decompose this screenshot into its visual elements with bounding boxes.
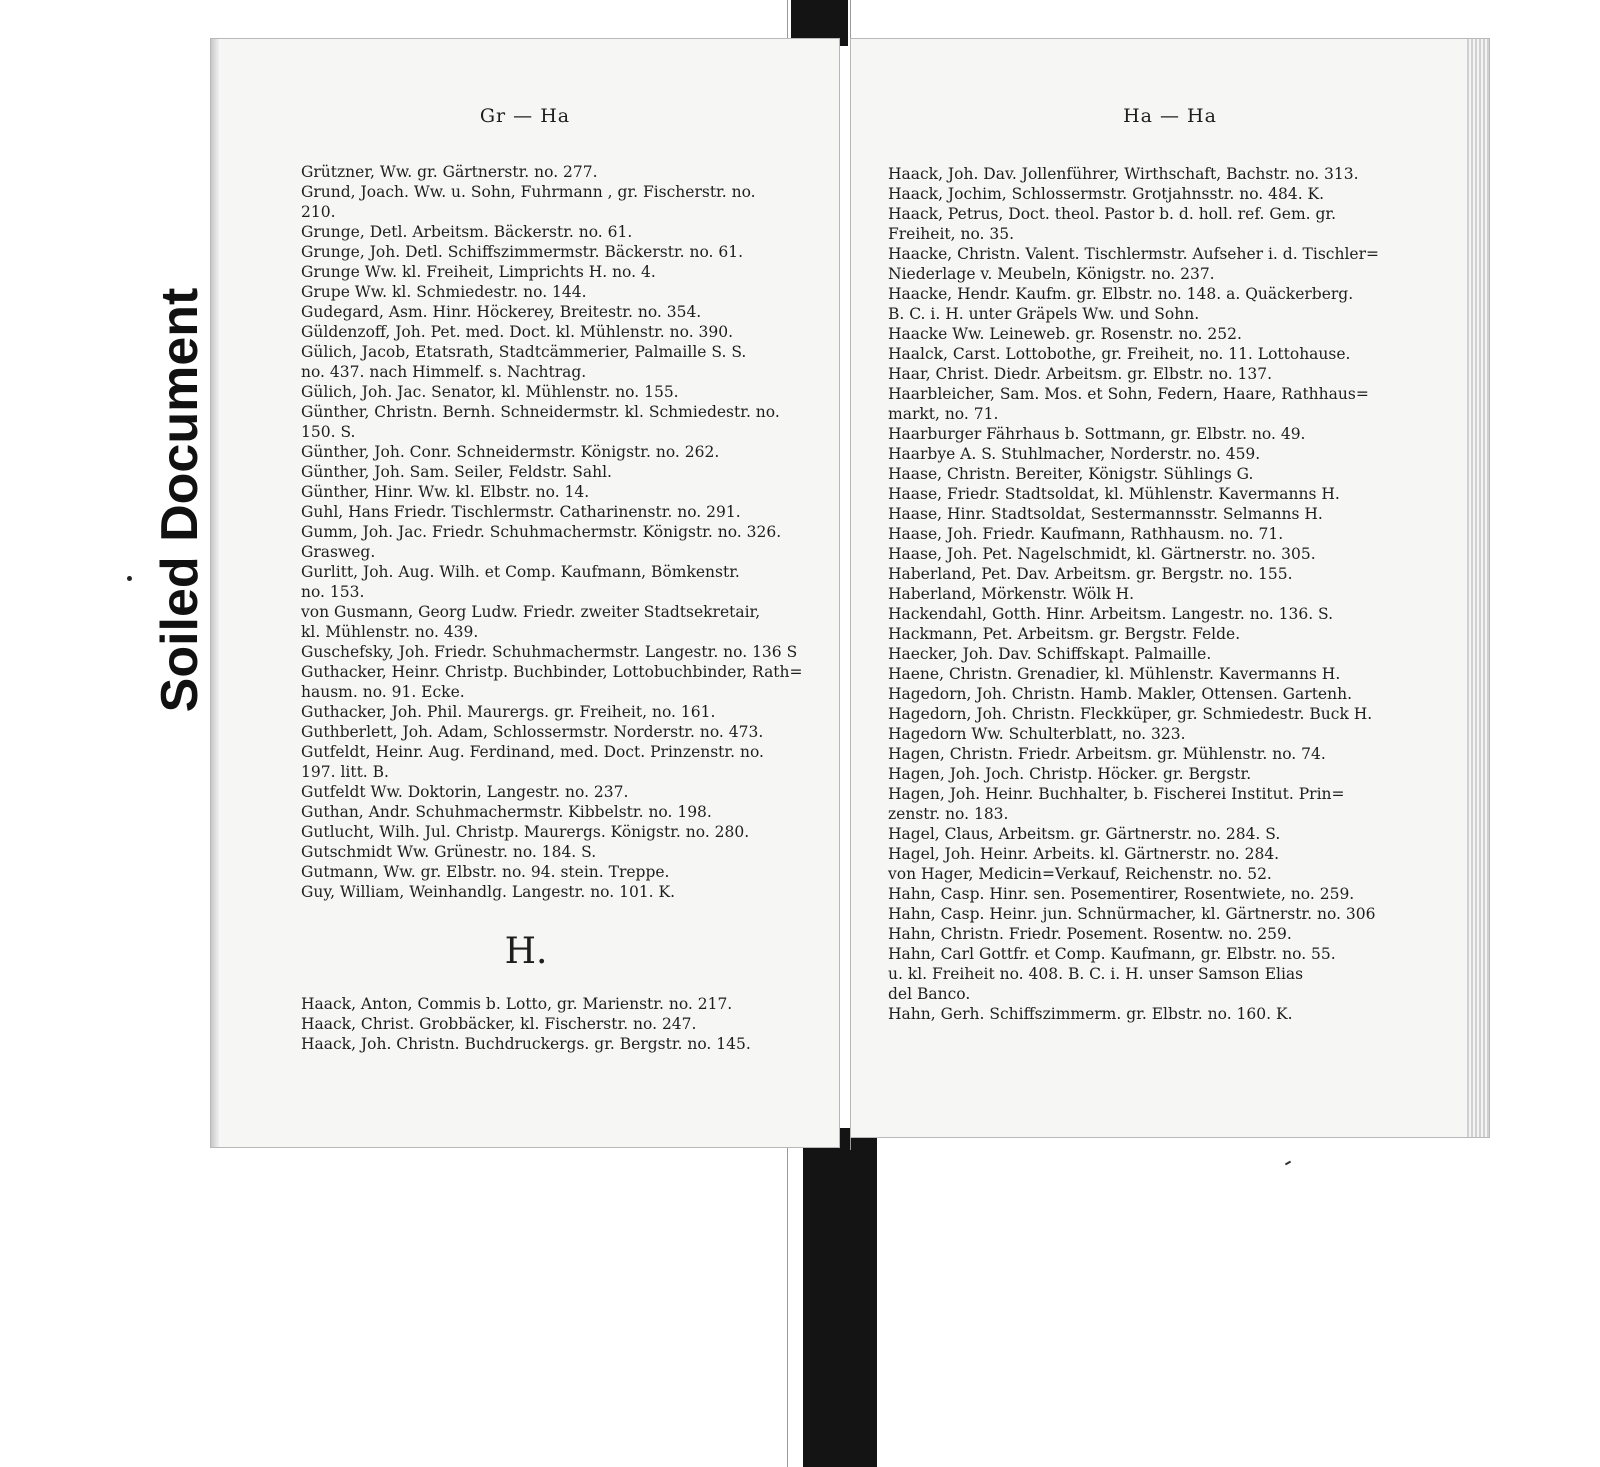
directory-entry: Haarbye A. S. Stuhlmacher, Norderstr. no. 459. [888,445,1261,463]
directory-entry: Gülich, Jacob, Etatsrath, Stadtcämmerier, Palmaille S. S. [301,343,747,361]
directory-entry: Hagen, Christn. Friedr. Arbeitsm. gr. Mühlenstr. no. 74. [888,745,1326,763]
directory-entry: no. 153. [301,583,365,601]
left-entries-g [301,162,811,902]
directory-entry: Guy, William, Weinhandlg. Langestr. no. 101. K. [301,883,676,901]
directory-entry: Hahn, Gerh. Schiffszimmerm. gr. Elbstr. no. 160. K. [888,1005,1293,1023]
directory-entry: Haarburger Fährhaus b. Sottmann, gr. Elbstr. no. 49. [888,425,1306,443]
directory-entry: Haack, Jochim, Schlossermstr. Grotjahnsstr. no. 484. K. [888,185,1325,203]
directory-entry: Haase, Friedr. Stadtsoldat, kl. Mühlenstr. Kavermanns H. [888,485,1340,503]
directory-entry: Freiheit, no. 35. [888,225,1015,243]
directory-entry: von Hager, Medicin=Verkauf, Reichenstr. no. 52. [888,865,1272,883]
directory-entry: Grunge Ww. kl. Freiheit, Limprichts H. no. 4. [301,263,656,281]
right-page-header: Ha — Ha [1123,105,1217,127]
directory-entry: Güldenzoff, Joh. Pet. med. Doct. kl. Mühlenstr. no. 390. [301,323,734,341]
directory-entry: Grunge, Joh. Detl. Schiffszimmermstr. Bäckerstr. no. 61. [301,243,744,261]
directory-entry: Hahn, Carl Gottfr. et Comp. Kaufmann, gr. Elbstr. no. 55. [888,945,1336,963]
directory-entry: Haarbleicher, Sam. Mos. et Sohn, Federn, Haare, Rathhaus= [888,385,1369,403]
stray-mark [1285,1161,1291,1166]
book-spine-bottom [803,1128,877,1467]
directory-entry: Haase, Joh. Pet. Nagelschmidt, kl. Gärtnerstr. no. 305. [888,545,1316,563]
directory-entry: markt, no. 71. [888,405,999,423]
directory-entry: Guthacker, Heinr. Christp. Buchbinder, Lottobuchbinder, Rath= [301,663,803,681]
directory-entry: hausm. no. 91. Ecke. [301,683,465,701]
directory-entry: 210. [301,203,336,221]
directory-entry: Hahn, Casp. Hinr. sen. Posementirer, Rosentwiete, no. 259. [888,885,1355,903]
right-page-entries [888,164,1449,1024]
directory-entry: Hagel, Joh. Heinr. Arbeits. kl. Gärtnerstr. no. 284. [888,845,1280,863]
directory-entry: Hagel, Claus, Arbeitsm. gr. Gärtnerstr. no. 284. S. [888,825,1281,843]
directory-entry: Haacke, Christn. Valent. Tischlermstr. Aufseher i. d. Tischler= [888,245,1379,263]
directory-entry: Haalck, Carst. Lottobothe, gr. Freiheit, no. 11. Lottohause. [888,345,1351,363]
directory-entry: Grasweg. [301,543,376,561]
directory-entry: Günther, Joh. Sam. Seiler, Feldstr. Sahl. [301,463,612,481]
section-letter-h: H. [504,931,548,972]
directory-entry: Hackmann, Pet. Arbeitsm. gr. Bergstr. Felde. [888,625,1241,643]
directory-entry: Gülich, Joh. Jac. Senator, kl. Mühlenstr. no. 155. [301,383,679,401]
directory-entry: Grützner, Ww. gr. Gärtnerstr. no. 277. [301,163,598,181]
directory-entry: Haack, Joh. Dav. Jollenführer, Wirthschaft, Bachstr. no. 313. [888,165,1359,183]
left-page [210,38,840,1148]
directory-entry: Hahn, Casp. Heinr. jun. Schnürmacher, kl. Gärtnerstr. no. 306 [888,905,1376,923]
directory-entry: Haacke, Hendr. Kaufm. gr. Elbstr. no. 148. a. Quäckerberg. [888,285,1354,303]
directory-entry: Gurlitt, Joh. Aug. Wilh. et Comp. Kaufmann, Bömkenstr. [301,563,740,581]
directory-entry: Gutfeldt Ww. Doktorin, Langestr. no. 237. [301,783,629,801]
left-page-entries [301,162,811,1054]
directory-entry: zenstr. no. 183. [888,805,1009,823]
directory-entry: del Banco. [888,985,971,1003]
directory-entry: von Gusmann, Georg Ludw. Friedr. zweiter Stadtsekretair, [301,603,761,621]
directory-entry: Haecker, Joh. Dav. Schiffskapt. Palmaille. [888,645,1212,663]
directory-entry: Grund, Joach. Ww. u. Sohn, Fuhrmann , gr. Fischerstr. no. [301,183,756,201]
soiled-document-stamp: Soiled Document [151,287,209,713]
stamp-dot [127,576,132,581]
directory-entry: Hagedorn, Joh. Christn. Hamb. Makler, Ottensen. Gartenh. [888,685,1353,703]
directory-entry: Haene, Christn. Grenadier, kl. Mühlenstr. Kavermanns H. [888,665,1341,683]
directory-entry: Guthberlett, Joh. Adam, Schlossermstr. Norderstr. no. 473. [301,723,764,741]
directory-entry: Hagedorn, Joh. Christn. Fleckküper, gr. Schmiedestr. Buck H. [888,705,1373,723]
directory-entry: Guthan, Andr. Schuhmachermstr. Kibbelstr. no. 198. [301,803,712,821]
directory-entry: Haberland, Pet. Dav. Arbeitsm. gr. Bergstr. no. 155. [888,565,1293,583]
directory-entry: Guhl, Hans Friedr. Tischlermstr. Catharinenstr. no. 291. [301,503,741,521]
directory-entry: Haacke Ww. Leineweb. gr. Rosenstr. no. 252. [888,325,1242,343]
directory-entry: no. 437. nach Himmelf. s. Nachtrag. [301,363,587,381]
directory-entry: Gutmann, Ww. gr. Elbstr. no. 94. stein. Treppe. [301,863,670,881]
directory-entry: Haberland, Mörkenstr. Wölk H. [888,585,1135,603]
directory-entry: Haar, Christ. Diedr. Arbeitsm. gr. Elbstr. no. 137. [888,365,1273,383]
directory-entry: Hahn, Christn. Friedr. Posement. Rosentw. no. 259. [888,925,1292,943]
left-entries-h [301,994,811,1054]
directory-entry: 197. litt. B. [301,763,389,781]
directory-entry: Haase, Joh. Friedr. Kaufmann, Rathhausm. no. 71. [888,525,1284,543]
directory-entry: Haack, Christ. Grobbäcker, kl. Fischerstr. no. 247. [301,1015,697,1033]
directory-entry: Gutfeldt, Heinr. Aug. Ferdinand, med. Doct. Prinzenstr. no. [301,743,764,761]
right-page [850,38,1490,1138]
directory-entry: Gudegard, Asm. Hinr. Höckerey, Breitestr. no. 354. [301,303,702,321]
directory-entry: Haase, Hinr. Stadtsoldat, Sestermannsstr. Selmanns H. [888,505,1323,523]
directory-entry: Niederlage v. Meubeln, Königstr. no. 237. [888,265,1215,283]
directory-entry: Guschefsky, Joh. Friedr. Schuhmachermstr. Langestr. no. 136 S [301,643,798,661]
left-page-header: Gr — Ha [479,105,571,127]
directory-entry: Guthacker, Joh. Phil. Maurergs. gr. Freiheit, no. 161. [301,703,716,721]
directory-entry: Gutschmidt Ww. Grünestr. no. 184. S. [301,843,597,861]
directory-entry: kl. Mühlenstr. no. 439. [301,623,479,641]
directory-entry: B. C. i. H. unter Gräpels Ww. und Sohn. [888,305,1200,323]
directory-entry: Grupe Ww. kl. Schmiedestr. no. 144. [301,283,587,301]
directory-entry: Günther, Joh. Conr. Schneidermstr. Königstr. no. 262. [301,443,720,461]
directory-entry: Haack, Anton, Commis b. Lotto, gr. Marienstr. no. 217. [301,995,733,1013]
directory-entry: Hagen, Joh. Joch. Christp. Höcker. gr. Bergstr. [888,765,1252,783]
directory-entry: Haack, Petrus, Doct. theol. Pastor b. d. holl. ref. Gem. gr. [888,205,1337,223]
directory-entry: Günther, Hinr. Ww. kl. Elbstr. no. 14. [301,483,590,501]
directory-entry: Hagen, Joh. Heinr. Buchhalter, b. Fischerei Institut. Prin= [888,785,1345,803]
directory-entry: Günther, Christn. Bernh. Schneidermstr. kl. Schmiedestr. no. [301,403,780,421]
directory-entry: Hagedorn Ww. Schulterblatt, no. 323. [888,725,1186,743]
directory-entry: Haack, Joh. Christn. Buchdruckergs. gr. Bergstr. no. 145. [301,1035,751,1053]
directory-entry: Haase, Christn. Bereiter, Königstr. Sühlings G. [888,465,1254,483]
directory-entry: Grunge, Detl. Arbeitsm. Bäckerstr. no. 61. [301,223,633,241]
directory-entry: u. kl. Freiheit no. 408. B. C. i. H. unser Samson Elias [888,965,1304,983]
directory-entry: Hackendahl, Gotth. Hinr. Arbeitsm. Langestr. no. 136. S. [888,605,1334,623]
directory-entry: Gutlucht, Wilh. Jul. Christp. Maurergs. Königstr. no. 280. [301,823,750,841]
directory-entry: Gumm, Joh. Jac. Friedr. Schuhmachermstr. Königstr. no. 326. [301,523,782,541]
directory-entry: 150. S. [301,423,356,441]
